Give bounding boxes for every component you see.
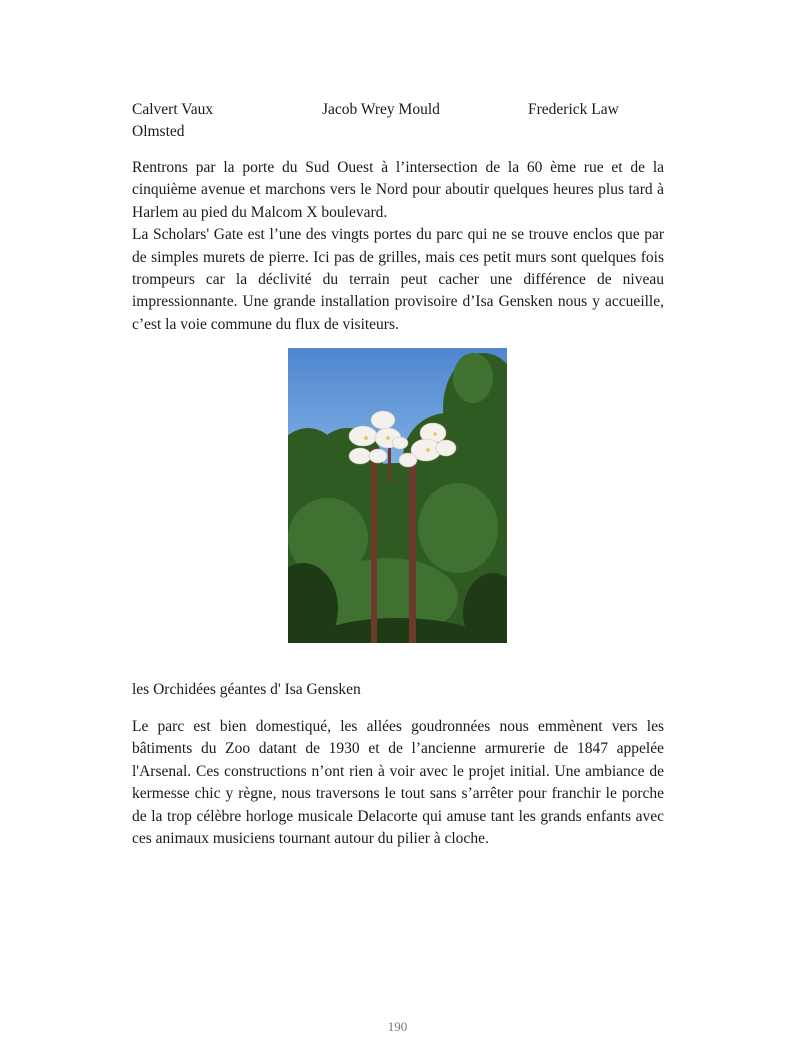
name-jacob-wrey-mould: Jacob Wrey Mould	[322, 101, 440, 118]
paragraph-line-gate: La Scholars' Gate est l’une des vingts portes du parc qui ne se trouve enclos que par de simples murets de pierre. Ici pas de grilles, mais ces petit murs sont quelques fois trompeurs car la déclivité du terrain peut cacher une différence de niveau impressionnante. Une grande installation provisoire d’Isa Gensken nous y accueille, c’est la voie commune du flux de visiteurs.	[132, 226, 664, 333]
architects-names	[132, 99, 672, 143]
paragraph-line-intro: Rentrons par la porte du Sud Ouest à l’intersection de la 60 ème rue et de la cinquième avenue et marchons vers le Nord pour aboutir quelques heures plus tard à Harlem au pied du Malcom X boulevard.	[132, 159, 664, 221]
paragraph-scholars-gate	[132, 157, 664, 336]
name-olmsted: Olmsted	[132, 123, 185, 140]
paragraph-zoo-arsenal: Le parc est bien domestiqué, les allées goudronnées nous emmènent vers les bâtiments du Zoo datant de 1930 et de l’ancienne armurerie de 1847 appelée l'Arsenal. Ces constructions n’ont rien à voir avec le projet initial. Une ambiance de kermesse chic y règne, nous traversons le tout sans s’arrêter pour franchir le porche de la trop célèbre horloge musicale Delacorte qui amuse tant les grands enfants avec ces animaux musiciens tournant autour du pilier à cloche.	[132, 718, 664, 848]
name-frederick-law: Frederick Law	[528, 101, 619, 118]
page-number: 190	[387, 1019, 408, 1034]
orchid-photo-image	[288, 348, 507, 643]
orchid-photo	[288, 348, 507, 643]
name-calvert-vaux: Calvert Vaux	[132, 101, 214, 118]
figure-caption: les Orchidées géantes d' Isa Gensken	[132, 681, 361, 698]
